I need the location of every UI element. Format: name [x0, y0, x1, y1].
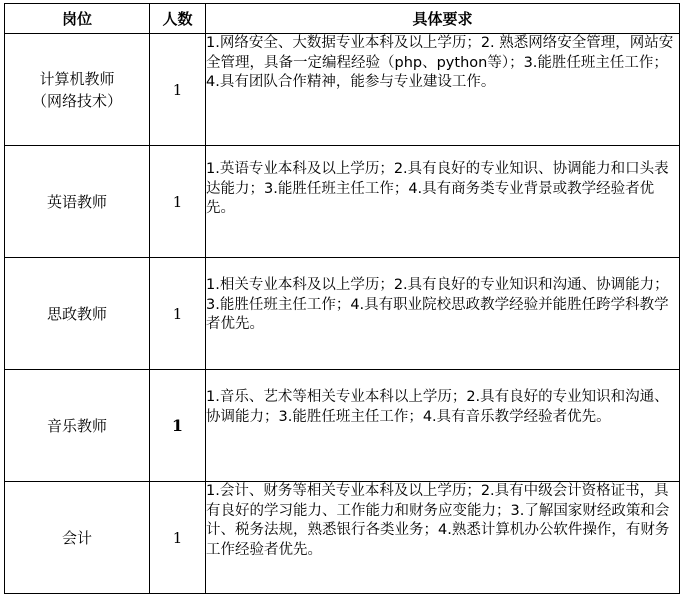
position-name: 计算机教师: [39, 69, 115, 88]
table-row: [5, 370, 680, 482]
requirements-text: 1.相关专业本科及以上学历；2.具有良好的专业知识和沟通、协调能力；3.能胜任班主任工作；4.具有职业院校思政教学经验并能胜任跨学科教学者优先。: [206, 277, 669, 332]
position-name: 英语教师: [46, 192, 107, 211]
position-name: 会计: [61, 528, 92, 547]
table-header-row: [5, 4, 680, 34]
requirements-text: 1.网络安全、大数据专业本科及以上学历；2. 熟悉网络安全管理，网站安全管理，具备一定编程经验（php、python等）；3.能胜任班主任工作；4.具有团队合作精神，能参与专业建设工作。: [206, 35, 674, 90]
table-row: [5, 146, 680, 258]
position-cell: [5, 482, 150, 594]
header-requirements: 具体要求: [206, 4, 680, 34]
requirements-cell: [206, 258, 680, 370]
header-position: 岗位: [5, 4, 150, 34]
position-name: 音乐教师: [46, 416, 107, 435]
requirements-cell: [206, 482, 680, 594]
table-row: [5, 258, 680, 370]
requirements-text: 1.英语专业本科及以上学历；2.具有良好的专业知识、协调能力和口头表达能力；3.能胜任班主任工作；4.具有商务类专业背景或教学经验者优先。: [206, 161, 669, 216]
requirements-cell: [206, 34, 680, 146]
position-cell: [5, 146, 150, 258]
requirements-text: 1.会计、财务等相关专业本科及以上学历；2.具有中级会计资格证书，具有良好的学习能力、工作能力和财务应变能力；3.了解国家财经政策和会计、税务法规，熟悉银行各类业务；4.熟悉计算机办公软件操作，有财务工作经验者优先。: [206, 483, 670, 558]
count-cell: 1: [150, 34, 206, 146]
header-count: 人数: [150, 4, 206, 34]
count-cell: 1: [150, 370, 206, 482]
count-cell: 1: [150, 146, 206, 258]
requirements-cell: [206, 146, 680, 258]
table-row: [5, 482, 680, 594]
job-requirements-table: [4, 3, 680, 594]
position-cell: [5, 370, 150, 482]
position-subtitle: （网络技术）: [31, 91, 122, 110]
requirements-cell: [206, 370, 680, 482]
position-cell: [5, 258, 150, 370]
table-row: [5, 34, 680, 146]
position-name: 思政教师: [46, 304, 107, 323]
count-cell: 1: [150, 258, 206, 370]
position-cell: [5, 34, 150, 146]
count-cell: 1: [150, 482, 206, 594]
requirements-text: 1.音乐、艺术等相关专业本科以上学历；2.具有良好的专业知识和沟通、协调能力；3.能胜任班主任工作；4.具有音乐教学经验者优先。: [206, 389, 669, 425]
